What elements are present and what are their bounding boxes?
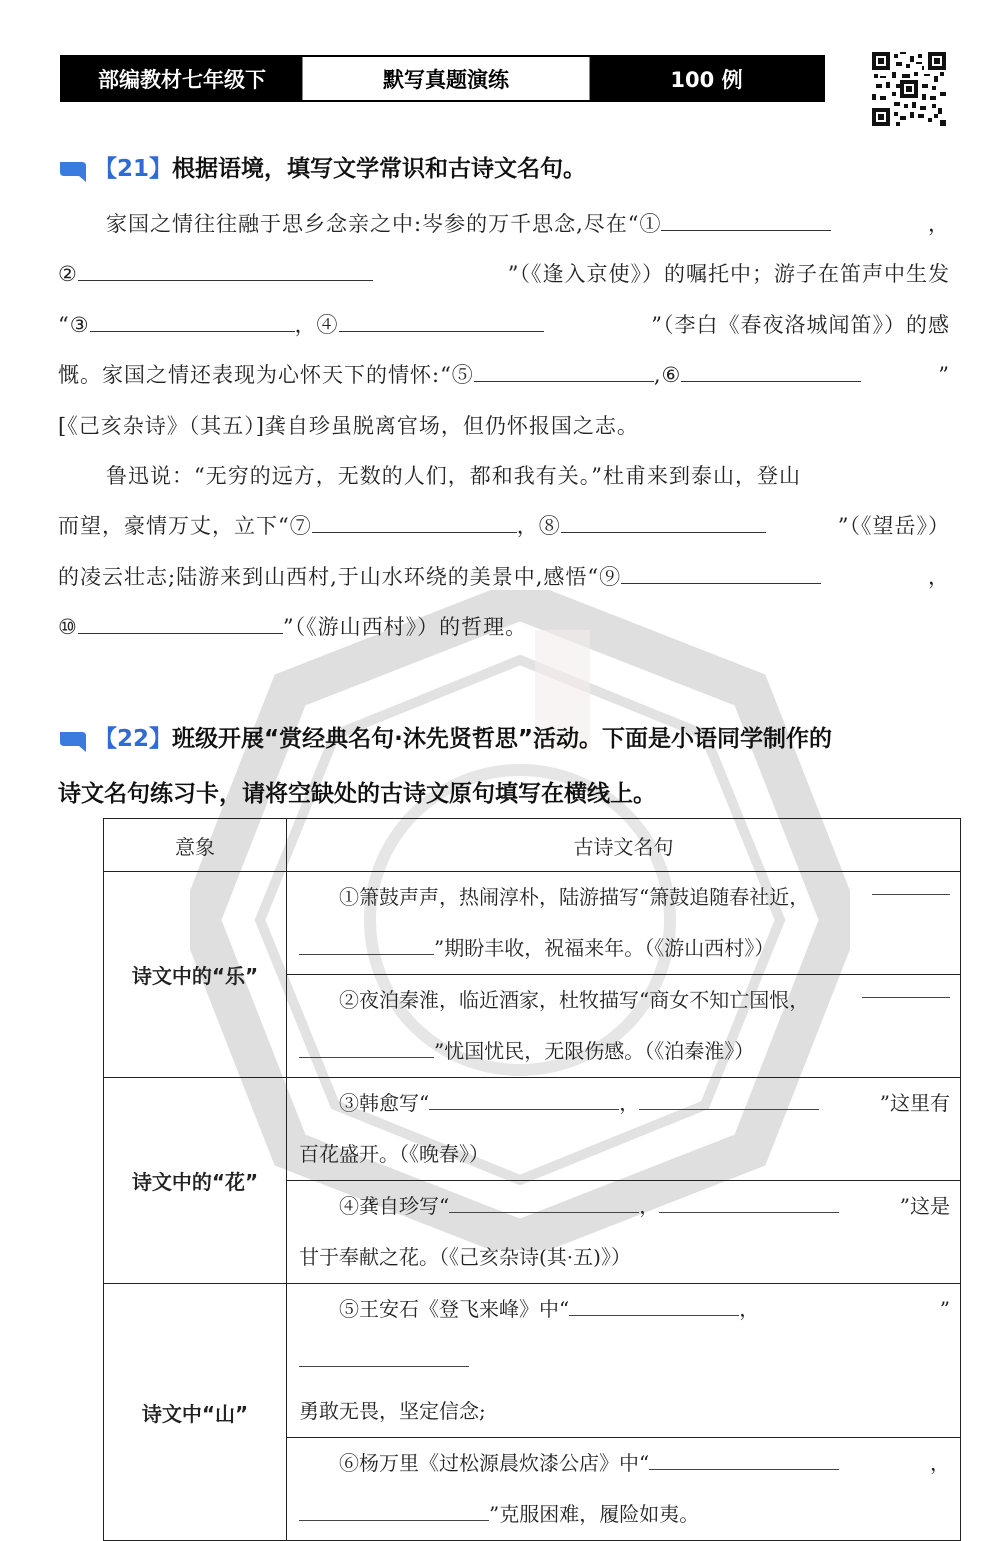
header-title: 默写真题演练 [302,57,590,100]
q22-heading [58,711,832,767]
passage-line: “③ ，④ ”（李白《春夜洛城闻笛》）的感 [58,300,950,350]
passage-line: 家国之情往往融于思乡念亲之中:岑参的万千思念,尽在“① ， [58,199,950,249]
passage-line: 而望，豪情万丈，立下“⑦ ，⑧ ”（《望岳》） [58,501,950,551]
imagery-cell: 诗文中“山” [104,1284,287,1541]
verse-cell: ③韩愈写“ ， ”这里有 百花盛开。（《晚春》） [287,1078,961,1181]
q22-number: 【22】 [94,726,173,752]
header-bar [60,55,825,102]
col-verse-header: 古诗文名句 [287,819,961,872]
q21-title: 根据语境，填写文学常识和古诗文名句。 [172,156,587,182]
table-row [104,1284,961,1438]
bookmark-icon [58,730,88,754]
col-imagery-header: 意象 [104,819,287,872]
passage-line: 鲁迅说：“无穷的远方，无数的人们，都和我有关。”杜甫来到泰山，登山 [106,464,801,489]
q21-passage [58,199,950,653]
passage-line: ② ”（《逢入京使》）的嘱托中；游子在笛声中生发 [58,249,950,299]
practice-card-table [103,818,961,1541]
q22-heading-line2: 诗文名句练习卡，请将空缺处的古诗文原句填写在横线上。 [58,781,656,807]
verse-cell: ①箫鼓声声，热闹淳朴，陆游描写“箫鼓追随春社近， ”期盼丰收，祝福来年。（《游山西村》） [287,872,961,975]
bookmark-icon [58,160,88,184]
q22-title-line1: 班级开展“赏经典名句·沐先贤哲思”活动。下面是小语同学制作的 [172,726,832,752]
table-header-row [104,819,961,872]
verse-cell: ④龚自珍写“ ， ”这是 甘于奉献之花。（《己亥杂诗(其·五)》） [287,1181,961,1284]
verse-cell: ②夜泊秦淮，临近酒家，杜牧描写“商女不知亡国恨， ”忧国忧民，无限伤感。（《泊秦淮》） [287,975,961,1078]
imagery-cell: 诗文中的“花” [104,1078,287,1284]
verse-cell: ⑤王安石《登飞来峰》中“ ， ” 勇敢无畏，坚定信念; [287,1284,961,1438]
table-row [104,1078,961,1181]
q21-number: 【21】 [94,156,173,182]
passage-line: 的凌云壮志;陆游来到山西村,于山水环绕的美景中,感悟“⑨ ， [58,552,950,602]
header-grade: 部编教材七年级下 [62,57,302,100]
imagery-cell: 诗文中的“乐” [104,872,287,1078]
passage-line: [《己亥杂诗》（其五）]龚自珍虽脱离官场，但仍怀报国之志。 [58,413,639,438]
passage-line: 慨。家国之情还表现为心怀天下的情怀:“⑤ ,⑥ ” [58,350,950,400]
q21-heading [58,141,586,197]
table-row [104,872,961,975]
verse-cell: ⑥杨万里《过松源晨炊漆公店》中“ ， ”克服困难，履险如夷。 [287,1438,961,1541]
header-count: 100 例 [590,57,823,100]
passage-line: ⑩ ”（《游山西村》）的哲理。 [58,602,950,652]
qr-code-icon [872,52,946,126]
